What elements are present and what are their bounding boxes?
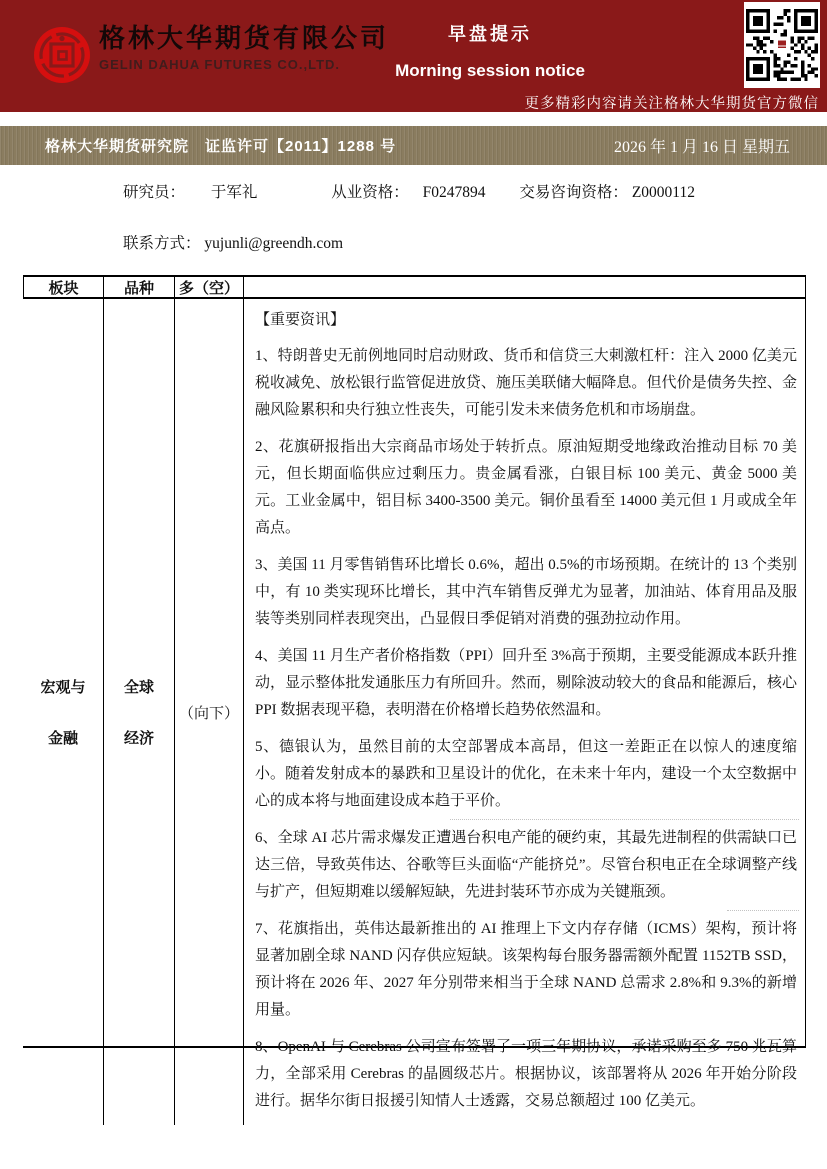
company-name-block [99,23,389,72]
variety-line-2: 经济 [123,730,154,747]
researcher-role-label: 研究员： [123,184,186,201]
col-header-content [244,277,805,298]
table-row [23,299,805,1109]
variety-cell [104,299,175,1125]
sector-line-2: 金融 [47,730,78,747]
advisory-number: Z0000112 [631,184,695,201]
institute-license: 格林大华期货研究院 证监许可【2011】1288 号 [45,138,397,155]
news-item: 7、花旗指出，英伟达最新推出的 AI 推理上下文内存存储（ICMS）架构，预计将显著加剧全球 NAND 闪存供应短缺。该架构每台服务器需额外配置 1152TB SSD，预计将在 2026 年、2027 年分别带来相当于全球 NAND 总需求 2.8%和 9.3%的新增用量。 [255,916,797,1024]
content-cell [244,299,805,1125]
sector-line-1: 宏观与 [40,679,86,696]
news-item: 3、美国 11 月零售销售环比增长 0.6%，超出 0.5%的市场预期。在统计的 13 个类别中，有 10 类实现环比增长，其中汽车销售反弹尤为显著，加油站、体育用品及服装等类别同样表现突出，凸显假日季促销对消费的强劲拉动作用。 [255,557,797,627]
col-header-variety: 品种 [104,277,175,298]
table-header-row [23,277,805,299]
report-date: 2026 年 1 月 16 日 星期五 [613,139,790,156]
qualification-label: 从业资格： [331,184,409,201]
report-title-block [355,20,625,81]
contact-email: yujunli@greendh.com [204,235,344,252]
news-item: 4、美国 11 月生产者价格指数（PPI）回升至 3%高于预期，主要受能源成本跃升推动，显示整体批发通胀压力有所回升。然而，剔除波动较大的食品和能源后，核心 PPI 数据表现平稳，表明潜在价格增长趋势依然温和。 [255,648,797,718]
notice-table [23,275,806,1109]
position-cell [175,299,244,1125]
wechat-note: 更多精彩内容请关注格林大华期货官方微信 [524,96,819,112]
researcher-info [123,180,743,253]
news-item: 2、花旗研报指出大宗商品市场处于转折点。原油短期受地缘政治推动目标 70 美元，但长期面临供应过剩压力。贵金属看涨，白银目标 100 美元、黄金 5000 美元。工业金属中，铝目标 3400-3500 美元。铜价虽看至 14000 美元但 1 月或成全年高点。 [255,439,797,536]
qualification-number: F0247894 [422,184,486,201]
researcher-line-2 [123,231,743,253]
news-item: 1、特朗普史无前例地同时启动财政、货币和信贷三大刺激杠杆：注入 2000 亿美元税收减免、放松银行监管促进放贷、施压美联储大幅降息。但代价是债务失控、金融风险累积和央行独立性丧失，可能引发未来债务危机和市场崩盘。 [255,348,797,418]
researcher-line-1 [123,180,743,202]
col-header-position: 多（空） [175,277,244,298]
news-item: 6、全球 AI 芯片需求爆发正遭遇台积电产能的硬约束，其最先进制程的供需缺口已达三倍，导致英伟达、谷歌等巨头面临“产能挤兑”。尽管台积电正在全球调整产线与扩产，但短期难以缓解短缺，先进封装环节亦成为关键瓶颈。 [255,825,797,906]
header-banner [0,0,827,112]
sector-cell [23,299,104,1125]
company-name-cn: 格林大华期货有限公司 [99,23,390,53]
advisory-label: 交易咨询资格： [519,184,628,201]
news-list [255,343,797,1115]
wechat-qr-code [744,2,820,88]
content-section-title: 【重要资讯】 [255,312,346,328]
report-title-en: Morning session notice [395,61,585,80]
company-name-en: GELIN DAHUA FUTURES CO.,LTD. [99,57,341,72]
news-item: 5、德银认为，虽然目前的太空部署成本高昂，但这一差距正在以惊人的速度缩小。随着发射成本的暴跌和卫星设计的优化，在未来十年内，建设一个太空数据中心的成本将与地面建设成本趋于平价。 [255,739,797,809]
position-value: （向下） [178,705,239,722]
col-header-sector: 板块 [23,277,104,298]
report-title-cn: 早盘提示 [448,24,532,44]
company-logo-icon [32,25,92,85]
variety-line-1: 全球 [123,679,154,696]
contact-label: 联系方式： [123,235,201,252]
researcher-name: 于军礼 [210,184,258,201]
news-item: 8、OpenAI 与 Cerebras 公司宣布签署了一项三年期协议，承诺采购至多 750 兆瓦算力，全部采用 Cerebras 的晶圆级芯片。根据协议，该部署将从 2026 年开始分阶段进行。据华尔街日报援引知情人士透露，交易总额超过 100 亿美元。 [255,1039,797,1109]
license-date-bar [0,126,827,165]
